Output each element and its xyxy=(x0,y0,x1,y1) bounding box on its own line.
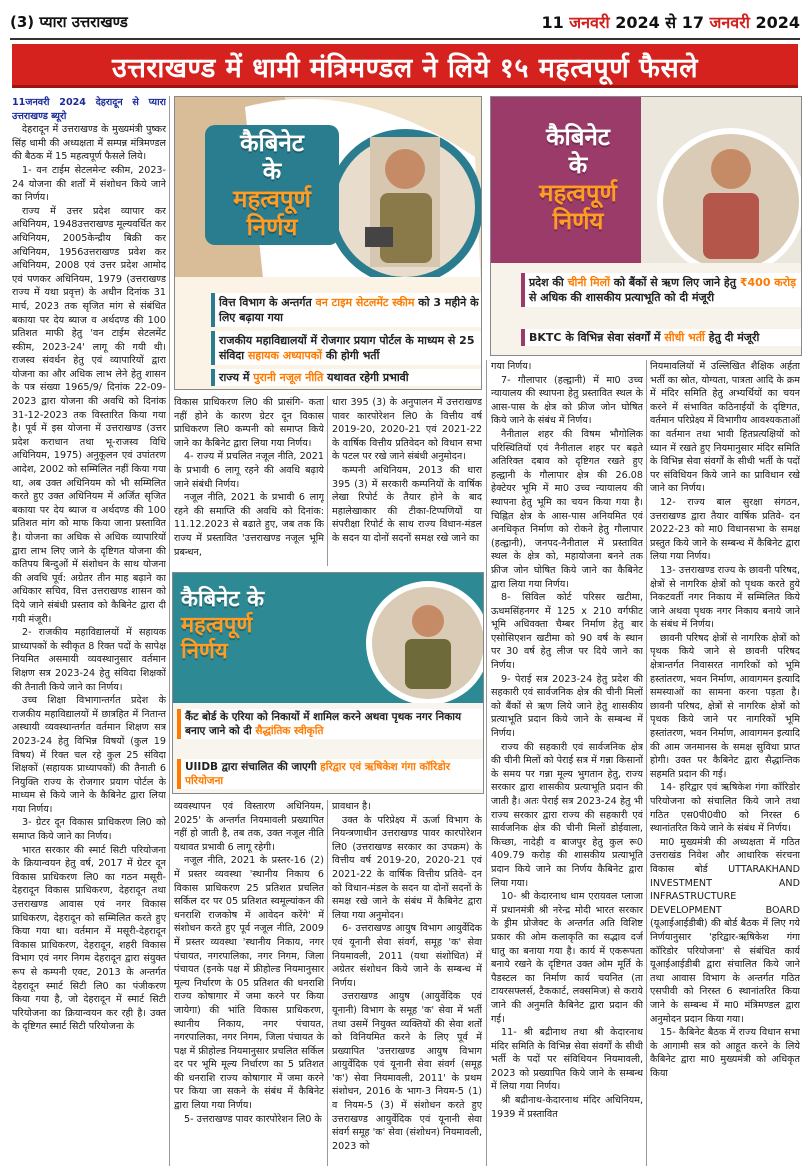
paragraph: छावनी परिषद क्षेत्रों से नागरिक क्षेत्रों को पृथक किये जाने से छावनी परिषद क्षेत्रान्तर्गत निवासरत नागरिकों को भूमि हस्तांतरण, भवन निर्माण, आवागमन इत्यादि समस्याओं का सामना करना पड़ता है। छावनी परिषद, क्षेत्रों से नागरिक क्षेत्रों को पृथक किये जाने पर नागरिकों भूमि हस्तांतरण, भवन निर्माण, आवागमन इत्यादि की आम जनमानस के समक्ष सुविधा प्राप्त होगी। उक्त पर कैबिनेट द्वारा सैद्धान्तिक सहमति प्रदान की गई। xyxy=(650,632,800,780)
graphic-2-title-line-4: निर्णय xyxy=(552,207,604,235)
paragraph: 11- श्री बद्रीनाथ तथा श्री केदारनाथ मंदिर समिति के विभिन्न सेवा संवर्गों के सीधी भर्ती के पदों पर संविधियन नियमावली, 2023 को प्रख्यापित किये जाने के सम्बन्ध में लिया गया निर्णय। xyxy=(491,1027,643,1093)
paragraph: 7- गौलापार (हल्द्वानी) में मा0 उच्च न्यायालय की स्थापना हेतु प्रस्तावित स्थल के आस-पास के क्षेत्र को फ्रीज जोन घोषित किये जाने के संबंध में निर्णय। xyxy=(491,374,643,427)
page-label: (3) प्यारा उत्तराखण्ड xyxy=(10,13,128,31)
paragraph: विकास प्राधिकरण लि0 की प्रासंगि- कता नहीं होने के कारण ग्रेटर दून विकास प्राधिकरण लि0 कम्पनी को समाप्त किये जाने का कैबिनेट द्वारा लिया गया निर्णय। xyxy=(174,397,324,449)
paragraph: 14- हरिद्वार एवं ऋषिकेश गंगा कॉरिडोर परियोजना को संचालित किये जाने तथा गठित एस0पी0वी0 को निरस्त 6 स्थानांतरित किये जाने के संबंध में निर्णय। xyxy=(650,782,800,835)
graphic-3-title-line-3: निर्णय xyxy=(181,639,228,664)
paragraph: उच्च शिक्षा विभागान्तर्गत प्रदेश के राजकीय महाविद्यालयों में छात्रहित में नितान्त अस्थायी व्यवस्थान्तर्गत वर्तमान शिक्षण सत्र 2023-24 हेतु विभिन्न विषयों (कुल 19 विषय) में रिक्त चल रहे कुल 25 संविदा शिक्षकों (सहायक प्राध्यापकों) की तैनाती 6 नियुक्ति राज्य के रोजगार प्रयाग पोर्टल के माध्यम से किये जाने के कैबिनेट द्वारा लिया गया निर्णय। xyxy=(12,695,166,815)
cabinet-decisions-graphic-3 xyxy=(172,572,484,794)
paragraph: नैनीताल शहर की विषम भौगोलिक परिस्थितियों एवं नैनीताल शहर पर बढ़ते अतिरिक्त दबाव को दृष्टिगत रखते हुए हल्द्वानी के गौलापार क्षेत्र की 26.08 हेक्टेयर भूमि में मा0 उच्च न्यायालय की स्थापना हेतु भूमि का चयन किया गया है। चिह्नित क्षेत्र के आस-पास अनियमित एवं अनधिकृत निर्माण को रोकने हेतु गौलापार (हल्द्वानी), जनपद-नैनीताल में प्रस्तावित स्थल के क्षेत्र को, महायोजना बनने तक फ्रीज जोन घोषित किये जाने का कैबिनेट द्वारा लिया गया निर्णय। xyxy=(491,428,643,590)
cabinet-decisions-graphic-2 xyxy=(490,96,802,356)
date-year-1: 2024 से xyxy=(615,13,677,32)
date-month-1: जनवरी xyxy=(569,13,610,32)
article-column-4 xyxy=(491,360,643,1168)
graphic-1-point-3: राज्य में पुरानी नजूल नीति यथावत रहेगी प्रभावी xyxy=(211,369,482,386)
graphic-1-point-2: राजकीय महाविद्यालयों में रोजगार प्रयाग पोर्टल के माध्यम से 25 संविदा सहायक अध्यापकों की होगी भर्ती xyxy=(211,331,482,365)
graphic-3-title-line-2: महत्वपूर्ण xyxy=(181,613,253,638)
graphic-1-point-1: वित्त विभाग के अन्तर्गत वन टाइम सेटलमेंट स्कीम को 3 महीने के लिए बढ़ाया गया xyxy=(211,293,482,327)
graphic-1-title xyxy=(205,125,339,245)
paragraph: श्री बद्रीनाथ-केदारनाथ मंदिर अधिनियम, 1939 में प्रस्तावित xyxy=(491,1095,643,1120)
main-headline: उत्तराखण्ड में धामी मंत्रिमण्डल ने लिये १५ महत्वपूर्ण फैसले xyxy=(12,44,798,88)
graphic-3-title xyxy=(181,587,371,665)
paragraph: नजूल नीति, 2021 के प्रस्तर-16 (2) में प्रस्तर व्यवस्था 'स्थानीय निकाय 6 विकास प्राधिकरण 25 प्रतिशत प्रचलित सर्किल दर पर 05 प्रतिशत स्वमूल्यांकन की धनराशि राजकोष में आवेदन करेंगे' में संशोधन करते हुए पूर्व नजूल नीति, 2009 में प्रस्तर व्यवस्था 'स्थानीय निकाय, नगर पंचायत, नगरपालिका, नगर निगम, जिला पंचायत (इनके पक्ष में फ्रीहोल्ड नियमानुसार मूल्य निर्धारण के 05 प्रतिशत की धनराशि राज्य कोषागार में जमा करने पर किया जायेगा) की भांति विकास प्राधिकरण, स्थानीय निकाय, नगर पंचायत, नगरपालिका, नगर निगम, जिला पंचायत के पक्ष में फ्रीहोल्ड नियमानुसार प्रचलित सर्किल दर पर भूमि मूल्य निर्धारण का 5 प्रतिशत की धनराशि राज्य कोषागार में जमा करने पर किया जा सकने के संबंध में कैबिनेट द्वारा लिया गया निर्णय। xyxy=(174,855,324,1112)
paragraph: उक्त के परिप्रेक्ष्य में ऊर्जा विभाग के नियन्त्रणाधीन उत्तराखण्ड पावर कारपोरेशन लि0 (उत्तराखण्ड सरकार का उपक्रम) के वित्तीय वर्ष 2019-20, 2020-21 एवं 2021-22 के वार्षिक वित्तीय प्रतिवे- दन को विधान-मंडल के सदन या दोनों सदनों के समक्ष रखे जाने के संबंध में कैबिनेट द्वारा लिया गया अनुमोदन। xyxy=(332,814,482,921)
article-column-2a xyxy=(174,396,324,566)
paragraph: 3- ग्रेटर दून विकास प्राधिकरण लि0 को समाप्त किये जाने का निर्णय। xyxy=(12,817,166,843)
paragraph: गया निर्णय। xyxy=(491,361,532,372)
paragraph: व्यवस्थापन एवं विस्तारण अधिनियम, 2025' के अन्तर्गत नियमावली प्रख्यापित नहीं हो जाती है, तब तक, उक्त नजूल नीति यथावत प्रभावी 6 लागू रहेगी। xyxy=(174,801,324,853)
paragraph: उत्तराखण्ड आयुष (आयुर्वेदिक एवं यूनानी) विभाग के समूह 'क' सेवा में भर्ती तथा उसमें नियुक्त व्यक्तियों की सेवा शर्तों को विनियमित करने के लिए पूर्व में प्रख्यापित 'उत्तराखण्ड आयुष विभाग आयुर्वेदिक एवं यूनानी सेवा संवर्ग (समूह 'क') सेवा नियमावली, 2011' के प्रथम संशोधन, 2016 के भाग-3 नियम-5 (1) व नियम-5 (3) में संशोधन करते हुए उत्तराखण्ड आयुर्वेदिक एवं यूनानी सेवा संवर्ग समूह 'क' सेवा (संशोधन) नियमावली, 2023 को xyxy=(332,991,482,1152)
graphic-1-title-line-4: निर्णय xyxy=(246,213,298,241)
column-divider xyxy=(169,96,170,1166)
paragraph: भारत सरकार की स्मार्ट सिटी परियोजना के क्रियान्वयन हेतु वर्ष, 2017 में ग्रेटर दून विकास प्राधिकरण लि0 का गठन मसूरी-देहरादून विकास प्राधिकरण, देहरादून तथा उत्तराखण्ड आवास एवं नगर विकास प्राधिकरण, देहरादून को सम्मिलित करते हुए किया गया था। वर्तमान में मसूरी-देहरादून विकास प्राधिकरण, देहरादून, शहरी विकास विभाग एवं नगर निगम देहरादून द्वारा संयुक्त रूप से कम्पनी एक्ट, 2013 के अन्तर्गत देहरादून स्मार्ट सिटी लि0 का पंजीकरण किया गया है, जो देहरादून में स्मार्ट सिटी परियोजना का क्रियान्वयन कर रही है। उक्त के दृष्टिगत स्मार्ट सिटी परियोजना के xyxy=(12,844,166,1033)
column-divider xyxy=(327,800,328,1166)
column-divider xyxy=(327,396,328,566)
paragraph: नजूल नीति, 2021 के प्रभावी 6 लागू रहने की समाप्ति की अवधि को दिनांक: 11.12.2023 से बढाते हुए, जब तक कि राज्य में प्रस्तावित 'उत्तराखण्ड नजूल भूमि प्रबन्धन, xyxy=(174,492,324,558)
graphic-2-title-line-1: कैबिनेट xyxy=(546,123,610,151)
cabinet-decisions-graphic-1 xyxy=(174,96,482,390)
paragraph: नियमावलियों में उल्लिखित शैक्षिक अर्हता भर्ती का स्रोत, योग्यता, पात्रता आदि के क्रम में मंदिर समिति हेतु अभ्यर्थियों का चयन करने में संभावित कठिनाईयों के दृष्टिगत, वर्तमान परिप्रेक्ष्य में विभागीय आवश्यकताओं का वर्तमान तथा भावी हितप्रत्यक्षियों को ध्यान में रखते हुए नियमानुसार मंदिर समिति के विभिन्न सेवा संवर्गों के सीधी भर्ती के पदों पर संविधियन किये जाने का प्राविधान रखे जाने का निर्णय। xyxy=(650,361,800,495)
column-divider xyxy=(646,360,647,1166)
article-column-3b xyxy=(332,800,482,1168)
article-column-5 xyxy=(650,360,800,1168)
paragraph: देहरादून में उत्तराखण्ड के मुख्यमंत्री पुष्कर सिंह धामी की अध्यक्षता में सम्पन्न मंत्रिमण्डल की बैठक में 15 महत्वपूर्ण फैसले लिये। xyxy=(12,124,166,163)
article-column-3a xyxy=(332,396,482,566)
graphic-3-point-2: UIIDB द्वारा संचालित की जाएगी हरिद्वार एवं ऋषिकेश गंगा कॉरिडोर परियोजना xyxy=(177,759,484,789)
paragraph: 8- सिविल कोर्ट परिसर खटीमा, ऊधमसिंहनगर में 125 x 210 वर्गफीट भूमि अधिवक्ता चैम्बर निर्माण हेतु बार एसोसिएशन खटीमा को 90 वर्ष के स्थान पर 30 वर्ष हेतु लीज पर दिये जाने का निर्णय। xyxy=(491,592,643,672)
column-divider xyxy=(486,360,487,1166)
graphic-2-title-line-3: महत्वपूर्ण xyxy=(539,179,617,207)
masthead-rule xyxy=(10,38,800,40)
paragraph: 9- पेराई सत्र 2023-24 हेतु प्रदेश की सहकारी एवं सार्वजनिक क्षेत्र की चीनी मिलों को बैंकों से ऋण लिये जाने हेतु शासकीय प्रत्याभूति प्रदान किये जाने के सम्बन्ध में निर्णय। xyxy=(491,673,643,740)
paragraph: 6- उत्तराखण्ड आयुष विभाग आयुर्वेदिक एवं यूनानी सेवा संवर्ग, समूह 'क' सेवा नियमावली, 2011 (यथा संशोधित) में अग्रेतर संशोधन किये जाने के सम्बन्ध में निर्णय। xyxy=(332,923,482,989)
paragraph: प्रावधान है। xyxy=(332,801,371,812)
paragraph: 10- श्री केदारनाथ धाम एरायवल प्लाजा में प्रधानमंत्री श्री नरेन्द्र मोदी भारत सरकार के ड्रीम प्रोजेक्ट के अन्तर्गत अति विशिष्ट प्रकार की ओम कलाकृति का सद्भाव दर्ज धातु का बनाया गया है। कार्य में एकरूपता बनाये रखने के दृष्टिगत उक्त ओम मूर्ति के पैडस्टल का निर्माण कार्य चयनित (ता टायरसफ्लर्स, टैककार्ट, लक्समिज) से कराये जाने की अनुमति कैबिनेट द्वारा प्रदान की गई। xyxy=(491,891,643,1025)
paragraph: राज्य की सहकारी एवं सार्वजनिक क्षेत्र की चीनी मिलों को पेराई सत्र में गन्ना किसानों के समय पर गन्ना मूल्य भुगतान हेतु, राज्य सरकार द्वारा शासकीय प्रत्याभूति प्रदान की जाती है। अतः पेराई सत्र 2023-24 हेतु भी राज्य सरकार द्वारा राज्य की सहकारी एवं सार्वजनिक क्षेत्र की चीनी मिलों डोईवाला, किच्छा, नादेही व बाजपुर हेतु कुल रू0 409.79 करोड़ की शासकीय प्रत्याभूति प्रदान किये जाने का निर्णय कैबिनेट द्वारा लिया गया। xyxy=(491,741,643,889)
graphic-2-point-1: प्रदेश की चीनी मिलों को बैंकों से ऋण लिए जाने हेतु ₹400 करोड़ से अधिक की शासकीय प्रत्याभूति को दी मंजूरी xyxy=(521,273,802,307)
paragraph: 15- कैबिनेट बैठक में राज्य विधान सभा के आगामी सत्र को आहूत करने के लिये कैबिनेट द्वारा मा0 मुख्यमंत्री को अधिकृत किया xyxy=(650,1027,800,1079)
paragraph: राज्य में उत्तर प्रदेश व्यापार कर अधिनियम, 1948उत्तराखण्ड मूल्यवर्धित कर अधिनियम, 2005केन्द्रीय बिक्री कर अधिनियम, 1956उत्तराखण्ड प्रवेश कर अधिनियम, 2008 एवं उत्तर प्रदेश आमोद एवं पणकर अधिनियम, 1979 (उत्तराखण्ड राज्य में यथा प्रवृत्त) के अधीन दिनांक 31 मार्च, 2023 तक सृजित मांग से संबंधित बकाया पर देय ब्याज व अर्थदण्ड की 100 प्रतिशत माफी हेतु 'वन टाईम सेटलमेंट स्कीम, 2023-24' लागू की गयी थी। राजस्व संवर्धन हेतु एवं व्यापारियों द्वारा योजना का और अधिक लाभ लेने हेतु शासन के पत्र संख्या 1965/9/ दिनांक 22-09-2023 द्वारा योजना की अवधि को दिनांक 31-12-2023 तक विस्तारित किया गया है। पूर्व में इस योजना में उत्तराखण्ड (उत्तर प्रदेश कराधान तथा भू-राजस्व विधि अधिनियम, 1975) अनुकूलन एवं उपांतरण आदेश, 2002 को सम्मिलित नहीं किया गया था, अब उक्त अधिनियम को भी सम्मिलित करते हुए उक्त अधिनियम में अर्जित सृजित बकाया पर देय ब्याज व अर्थदण्ड की 100 प्रतिशत मांग को माफ किया जाना प्रस्तावित है। योजना का अधिक से अधिक व्यापारियों द्वारा लाभ लिए जाने के दृष्टिगत योजना की कतिपय बिन्दुओं में संशोधन के साथ योजना की अवधि पूर्व: अग्रेतर तीन माह बढ़ाने का अधिकार सचिव, वित्त उत्तराखण्ड शासन को दिये जाने संबंधी प्रस्ताव को कैबिनेट द्वारा दी गयी मंजूरी। xyxy=(12,205,166,625)
paragraph: 12- राज्य बाल सुरक्षा संगठन, उत्तराखण्ड द्वारा तैयार वार्षिक प्रतिवे- दन 2022-23 को मा0 विधानसभा के समक्ष प्रस्तुत किये जाने के सम्बन्ध में कैबिनेट द्वारा लिया गया निर्णय। xyxy=(650,496,800,563)
paragraph: कम्पनी अधिनियम, 2013 की धारा 395 (3) में सरकारी कम्पनियों के वार्षिक लेखा रिपोर्ट के तैयार होने के बाद महालेखाकार की टीका-टिप्पणियों या संपरीक्षा रिपोर्ट के साथ राज्य विधान-मंडल के सदन या दोनों सदनों समक्ष रखे जाने का xyxy=(332,464,482,544)
paragraph: 1- वन टाईम सेटलमेन्ट स्कीम, 2023-24 योजना की शर्तों में संशोधन किये जाने का निर्णय। xyxy=(12,164,166,204)
date-end-day: 17 xyxy=(681,13,704,32)
date-start-day: 11 xyxy=(541,13,564,32)
graphic-3-title-line-1: कैबिनेट के xyxy=(181,587,265,612)
graphic-1-title-line-2: के xyxy=(262,157,282,185)
graphic-1-title-line-3: महत्वपूर्ण xyxy=(233,185,311,213)
paragraph: 2- राजकीय महाविद्यालयों में सहायक प्राध्यापकों के स्वीकृत 8 रिक्त पदों के सापेक्ष नियमित असमायी व्यवस्थानुसार वर्तमान शिक्षण सत्र 2023-24 हेतु संविदा शिक्षकों की तैनाती किये जाने का निर्णय। xyxy=(12,627,166,693)
graphic-2-title xyxy=(513,123,643,235)
graphic-2-title-line-2: के xyxy=(568,151,588,179)
graphic-1-title-line-1: कैबिनेट xyxy=(240,129,304,157)
article-column-2b xyxy=(174,800,324,1168)
paragraph: 4- राज्य में प्रचलित नजूल नीति, 2021 के प्रभावी 6 लागू रहने की अवधि बढ़ाये जाने संबंधी निर्णय। xyxy=(174,451,324,490)
dateline: 11जनवरी 2024 देहरादून से प्यारा उत्तराखण्ड ब्यूरो xyxy=(12,97,166,122)
graphic-2-point-2: BKTC के विभिन्न सेवा संवर्गों में सीधी भर्ती हेतु दी मंजूरी xyxy=(521,329,802,346)
paragraph: धारा 395 (3) के अनुपालन में उत्तराखण्ड पावर कारपोरेशन लि0 के वित्तीय वर्ष 2019-20, 2020-21 एवं 2021-22 के वार्षिक वित्तीय प्रतिवेदन को विधान सभा के पटल पर रखे जाने संबंधी अनुमोदन। xyxy=(332,397,482,463)
article-column-1 xyxy=(12,96,166,1168)
masthead-bar xyxy=(10,6,800,38)
date-month-2: जनवरी xyxy=(709,13,750,32)
paragraph: 5- उत्तराखण्ड पावर कारपोरेशन लि0 के xyxy=(184,1113,322,1125)
paragraph: 13- उत्तराखण्ड राज्य के छावनी परिषद, क्षेत्रों से नागरिक क्षेत्रों को पृथक करते हुये निकटवर्ती नगर निकाय में सम्मिलित किये जाने अथवा पृथक नगर निकाय बनाये जाने के संबंध में निर्णय। xyxy=(650,564,800,631)
graphic-3-point-1: कैंट बोर्ड के एरिया को निकायों में शामिल करने अथवा पृथक नगर निकाय बनाए जाने को दी सैद्धांतिक स्वीकृति xyxy=(177,709,484,739)
issue-date xyxy=(541,11,800,33)
paragraph: मा0 मुख्यमंत्री की अध्यक्षता में गठित उत्तराखंड निवेश और आधारिक संरचना विकास बोर्ड UTTARAKHAND INVESTMENT AND INFRASTRUCTURE DEVELOPMENT BOARD (यूआईआईडीबी) की बोर्ड बैठक में लिए गये निर्णयानुसार 'हरिद्वार-ऋषिकेश गंगा कॉरिडोर परियोजना' से संबंधित कार्य यूआईआईडीबी द्वारा संचालित किये जाने तथा आवास विभाग के अन्तर्गत गठित एसपीवी को निरस्त 6 स्थानांतरित किया जाने के सम्बन्ध में मा0 मंत्रिमण्डल द्वारा अनुमोदन प्रदान किया गया। xyxy=(650,836,800,1025)
date-year-2: 2024 xyxy=(755,13,800,32)
